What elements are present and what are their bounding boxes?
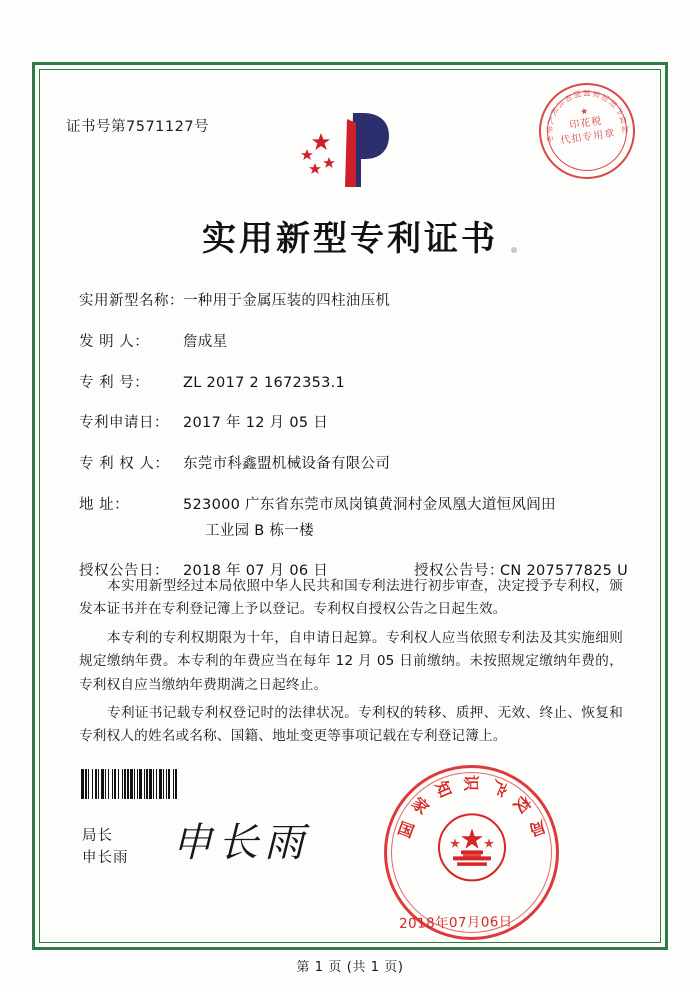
seal-arc-char: 华 — [545, 125, 553, 135]
director-handwritten-signature: 申长雨 — [172, 820, 310, 866]
field-value: 2017 年 12 月 05 日 — [183, 415, 329, 432]
barcode — [81, 769, 256, 799]
field-value — [183, 495, 631, 543]
address-line1: 523000 广东省东莞市凤岗镇黄洞村金凤凰大道恒风闾田 — [183, 496, 556, 513]
field-value: 2018 年 07 月 06 日 — [183, 563, 329, 580]
seal-arc-char: 知 — [430, 777, 455, 800]
seal-arc-char: 国 — [394, 817, 417, 842]
field-application-date — [79, 413, 631, 435]
field-value: ZL 2017 2 1672353.1 — [183, 374, 346, 391]
address-line2: 工业园 B 栋一楼 — [205, 522, 314, 539]
tax-stamp-seal — [533, 77, 641, 185]
paragraph-1: 本实用新型经过本局依照中华人民共和国专利法进行初步审查，决定授予专利权，颁发本证书并在专利登记簿上予以登记。专利权自授权公告之日起生效。 — [79, 578, 623, 618]
paragraph-3: 专利证书记载专利权登记时的法律状况。专利权的转移、质押、无效、终止、恢复和专利权人的姓名或名称、国籍、地址变更等事项记载在专利登记簿上。 — [79, 704, 623, 745]
field-label: 专 利 权 人： — [79, 456, 170, 472]
field-address — [79, 495, 631, 543]
star-icon: ★ — [579, 106, 590, 118]
national-emblem-icon — [437, 812, 507, 882]
paragraph-2: 本专利的专利权期限为十年，自申请日起算。专利权人应当依照专利法及其实施细则规定缴纳年费。本专利的年费应当在每年 12 月 05 日前缴纳。未按照规定缴纳年费的，专利权自应当缴纳年费期满之日起终止。 — [79, 629, 623, 693]
tax-stamp-line2: 代扣专用章 — [559, 128, 616, 147]
seal-arc-char: 和 — [562, 92, 574, 104]
field-label: 授权公告号： — [414, 563, 504, 580]
seal-arc-char: 国 — [581, 89, 592, 97]
seal-arc-char: 产 — [613, 104, 625, 117]
patent-fields — [79, 291, 631, 602]
certificate-number: 证书号第7571127号 — [66, 119, 210, 135]
seal-arc-char: 国 — [571, 89, 583, 100]
seal-arc-char: 共 — [554, 98, 567, 110]
field-patentee — [79, 454, 631, 476]
field-value: 一种用于金属压装的四柱油压机 — [183, 293, 391, 309]
official-seal-date: 2018年07月06日 — [398, 914, 513, 932]
seal-arc-char: 人 — [545, 115, 556, 126]
field-patent-number — [79, 373, 631, 395]
field-label: 专 利 号： — [79, 374, 150, 391]
field-value: CN 207577825 U — [500, 563, 629, 580]
director-name-label: 申长雨 — [82, 849, 129, 866]
patent-office-logo — [285, 109, 415, 191]
signature-labels — [82, 826, 129, 870]
field-label: 授权公告日： — [79, 563, 169, 580]
tax-stamp-line1: 印花税 — [568, 115, 604, 132]
field-value: 东莞市科鑫盟机械设备有限公司 — [183, 456, 391, 472]
field-value: 詹成星 — [183, 333, 228, 350]
page-footer: 第 1 页 (共 1 页) — [296, 960, 404, 975]
seal-arc-char: 家 — [407, 792, 433, 818]
certificate-content — [39, 69, 661, 943]
seal-arc-char: 中 — [545, 134, 555, 145]
field-label: 专利申请日： — [79, 415, 169, 432]
seal-arc-char: 权 — [618, 114, 629, 125]
field-label: 发 明 人： — [79, 333, 150, 350]
seal-arc-char: 民 — [548, 105, 560, 118]
field-utility-model-name — [79, 291, 631, 313]
seal-arc-char: 局 — [620, 124, 629, 134]
field-label: 实用新型名称： — [79, 293, 184, 309]
seal-arc-char: 家 — [590, 89, 602, 99]
page-title: 实用新型专利证书 — [202, 219, 498, 259]
seal-arc-char: 识 — [607, 97, 619, 110]
director-role-label: 局长 — [82, 828, 113, 844]
seal-arc-char: 权 — [509, 791, 535, 817]
field-inventor — [79, 332, 631, 354]
field-label: 地 址： — [79, 496, 130, 513]
seal-arc-char: 知 — [599, 92, 611, 104]
seal-arc-char: 局 — [526, 815, 548, 840]
seal-arc-char: 产 — [486, 776, 511, 799]
legal-paragraphs — [79, 575, 623, 754]
seal-arc-char: 识 — [461, 774, 480, 791]
title-decoration-dot — [511, 247, 517, 253]
